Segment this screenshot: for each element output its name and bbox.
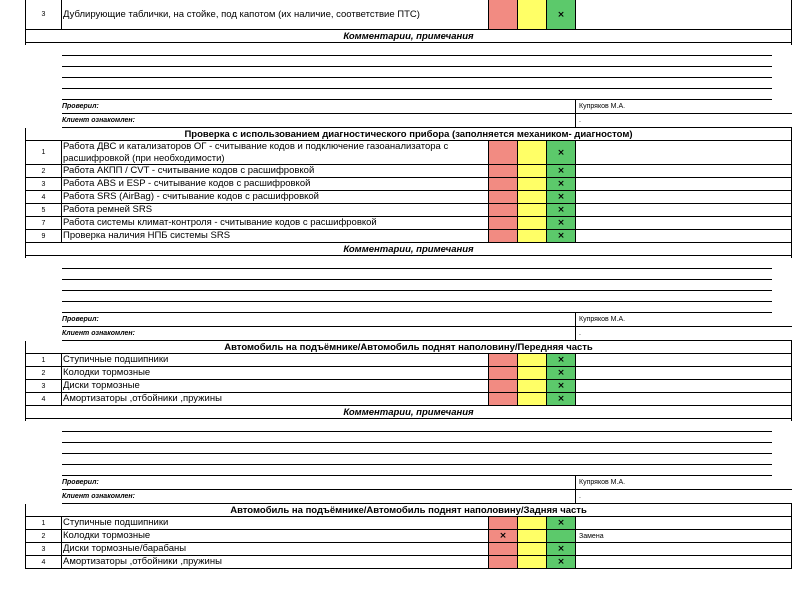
row-description: Работа ремней SRS <box>61 204 489 216</box>
row-note <box>576 556 791 568</box>
row-description: Ступичные подшипники <box>61 354 489 366</box>
check-mark-icon: × <box>557 394 565 404</box>
check-mark-icon: × <box>557 205 565 215</box>
status-cell-red[interactable] <box>489 204 518 216</box>
status-cell-red[interactable] <box>489 165 518 177</box>
checklist-row <box>25 141 792 165</box>
status-cell-yellow[interactable] <box>518 217 547 229</box>
client-acknowledged-row <box>62 114 792 128</box>
row-number: 1 <box>26 141 62 164</box>
checked-by-value: Купряков М.А. <box>575 476 792 489</box>
client-acknowledged-value: . <box>575 114 792 127</box>
checklist-row <box>25 178 792 191</box>
checklist-row <box>25 530 792 543</box>
check-mark-icon: × <box>499 531 507 541</box>
client-acknowledged-row <box>62 327 792 341</box>
row-note <box>576 191 791 203</box>
status-cell-green[interactable] <box>547 354 576 366</box>
checklist-row <box>25 165 792 178</box>
check-mark-icon: × <box>557 381 565 391</box>
status-cell-red[interactable] <box>489 530 518 542</box>
row-note <box>576 204 791 216</box>
row-description: Амортизаторы ,отбойники ,пружины <box>61 556 489 568</box>
status-cell-red[interactable] <box>489 230 518 242</box>
client-acknowledged-row <box>62 490 792 504</box>
row-note <box>576 0 791 29</box>
status-cell-yellow[interactable] <box>518 141 547 164</box>
status-cell-green[interactable] <box>547 204 576 216</box>
status-cell-green[interactable] <box>547 530 576 542</box>
checklist-row <box>25 0 792 30</box>
row-description: Амортизаторы ,отбойники ,пружины <box>61 393 489 405</box>
status-cell-yellow[interactable] <box>518 230 547 242</box>
client-acknowledged-label: Клиент ознакомлен: <box>62 493 135 500</box>
check-mark-icon: × <box>557 179 565 189</box>
row-note <box>576 354 791 366</box>
row-number: 3 <box>26 0 62 29</box>
status-cell-green[interactable] <box>547 178 576 190</box>
checked-by-value: Купряков М.А. <box>575 313 792 326</box>
status-cell-yellow[interactable] <box>518 393 547 405</box>
row-description: Работа ABS и ESP - считывание кодов с расшифровкой <box>61 178 489 190</box>
checked-by-row <box>62 313 792 327</box>
check-mark-icon: × <box>557 147 565 158</box>
check-mark-icon: × <box>557 166 565 176</box>
row-description: Работа ДВС и катализаторов ОГ - считывание кодов и подключение газоанализатора с расшифровкой (при необходимости) <box>61 141 489 164</box>
row-number: 4 <box>26 556 62 568</box>
row-number: 1 <box>26 517 62 529</box>
row-note <box>576 393 791 405</box>
status-cell-red[interactable] <box>489 217 518 229</box>
row-description: Работа SRS (AirBag) - считывание кодов с расшифровкой <box>61 191 489 203</box>
status-cell-red[interactable] <box>489 517 518 529</box>
status-cell-red[interactable] <box>489 380 518 392</box>
checklist-row <box>25 380 792 393</box>
row-description: Работа системы климат-контроля - считывание кодов с расшифровкой <box>61 217 489 229</box>
check-mark-icon: × <box>557 192 565 202</box>
check-mark-icon: × <box>557 368 565 378</box>
comment-line[interactable] <box>62 45 772 56</box>
checked-by-label: Проверил: <box>62 479 99 486</box>
comment-line[interactable] <box>62 78 772 89</box>
status-cell-yellow[interactable] <box>518 380 547 392</box>
row-number: 7 <box>26 217 62 229</box>
checked-by-row <box>62 100 792 114</box>
status-cell-green[interactable] <box>547 543 576 555</box>
row-note <box>576 230 791 242</box>
comments-header: Комментарии, примечания <box>25 406 792 419</box>
status-cell-yellow[interactable] <box>518 191 547 203</box>
checklist-row <box>25 354 792 367</box>
status-cell-green[interactable] <box>547 141 576 164</box>
row-note <box>576 543 791 555</box>
status-cell-green[interactable] <box>547 556 576 568</box>
row-number: 3 <box>26 543 62 555</box>
row-number: 3 <box>26 178 62 190</box>
comment-line[interactable] <box>62 465 772 476</box>
comment-line[interactable] <box>62 280 772 291</box>
checklist-row <box>25 556 792 569</box>
status-cell-green[interactable] <box>547 393 576 405</box>
status-cell-green[interactable] <box>547 380 576 392</box>
checked-by-value: Купряков М.А. <box>575 100 792 113</box>
comment-line[interactable] <box>62 432 772 443</box>
status-cell-yellow[interactable] <box>518 530 547 542</box>
comment-line[interactable] <box>62 89 772 100</box>
row-description: Колодки тормозные <box>61 367 489 379</box>
check-mark-icon: × <box>557 544 565 554</box>
row-note: Замена <box>579 532 604 540</box>
comment-line[interactable] <box>62 421 772 432</box>
status-cell-yellow[interactable] <box>518 0 547 29</box>
row-description: Ступичные подшипники <box>61 517 489 529</box>
row-description: Колодки тормозные <box>61 530 489 542</box>
row-note <box>576 367 791 379</box>
status-cell-yellow[interactable] <box>518 354 547 366</box>
row-number: 3 <box>26 380 62 392</box>
status-cell-red[interactable] <box>489 556 518 568</box>
check-mark-icon: × <box>557 231 565 241</box>
row-number: 1 <box>26 354 62 366</box>
checklist-row <box>25 230 792 243</box>
status-cell-green[interactable] <box>547 517 576 529</box>
row-number: 4 <box>26 191 62 203</box>
status-cell-red[interactable] <box>489 543 518 555</box>
row-description: Дублирующие таблички, на стойке, под капотом (их наличие, соответствие ПТС) <box>61 0 489 29</box>
client-acknowledged-value: . <box>575 490 792 503</box>
status-cell-red[interactable] <box>489 393 518 405</box>
checklist-row <box>25 543 792 556</box>
check-mark-icon: × <box>557 518 565 528</box>
status-cell-red[interactable] <box>489 178 518 190</box>
row-number: 2 <box>26 165 62 177</box>
checklist-row <box>25 367 792 380</box>
client-acknowledged-label: Клиент ознакомлен: <box>62 117 135 124</box>
comments-header: Комментарии, примечания <box>25 243 792 256</box>
checklist-row <box>25 393 792 406</box>
comment-line[interactable] <box>62 291 772 302</box>
section-title: Автомобиль на подъёмнике/Автомобиль поднят наполовину/Задняя часть <box>25 504 792 517</box>
row-note <box>576 217 791 229</box>
status-cell-red[interactable] <box>489 367 518 379</box>
status-cell-yellow[interactable] <box>518 517 547 529</box>
status-cell-yellow[interactable] <box>518 165 547 177</box>
row-number: 2 <box>26 367 62 379</box>
status-cell-green[interactable] <box>547 165 576 177</box>
check-mark-icon: × <box>557 557 565 567</box>
check-mark-icon: × <box>557 355 565 365</box>
checked-by-label: Проверил: <box>62 103 99 110</box>
status-cell-red[interactable] <box>489 0 518 29</box>
comment-line[interactable] <box>62 67 772 78</box>
row-description: Проверка наличия НПБ системы SRS <box>61 230 489 242</box>
checklist-row <box>25 217 792 230</box>
comments-header: Комментарии, примечания <box>25 30 792 43</box>
status-cell-red[interactable] <box>489 141 518 164</box>
status-cell-yellow[interactable] <box>518 556 547 568</box>
comment-line[interactable] <box>62 269 772 280</box>
section-title: Автомобиль на подъёмнике/Автомобиль поднят наполовину/Передняя часть <box>25 341 792 354</box>
status-cell-yellow[interactable] <box>518 367 547 379</box>
comment-line[interactable] <box>62 56 772 67</box>
row-number: 2 <box>26 530 62 542</box>
status-cell-yellow[interactable] <box>518 178 547 190</box>
row-note <box>576 380 791 392</box>
row-number: 4 <box>26 393 62 405</box>
checklist-row <box>25 191 792 204</box>
check-mark-icon: × <box>557 9 565 20</box>
row-description: Работа АКПП / CVT - считывание кодов с расшифровкой <box>61 165 489 177</box>
status-cell-red[interactable] <box>489 191 518 203</box>
status-cell-green[interactable] <box>547 230 576 242</box>
check-mark-icon: × <box>557 218 565 228</box>
row-description: Диски тормозные <box>61 380 489 392</box>
status-cell-green[interactable] <box>547 0 576 29</box>
inspection-sheet <box>25 0 792 569</box>
checklist-row <box>25 517 792 530</box>
row-note <box>576 517 791 529</box>
row-note <box>576 165 791 177</box>
section-title: Проверка с использованием диагностического прибора (заполняется механиком- диагностом) <box>25 128 792 141</box>
status-cell-green[interactable] <box>547 367 576 379</box>
checked-by-row <box>62 476 792 490</box>
comment-line[interactable] <box>62 454 772 465</box>
status-cell-green[interactable] <box>547 217 576 229</box>
comment-line[interactable] <box>62 302 772 313</box>
status-cell-yellow[interactable] <box>518 204 547 216</box>
checked-by-label: Проверил: <box>62 316 99 323</box>
client-acknowledged-label: Клиент ознакомлен: <box>62 330 135 337</box>
comment-line[interactable] <box>62 443 772 454</box>
checklist-row <box>25 204 792 217</box>
row-description: Диски тормозные/барабаны <box>61 543 489 555</box>
row-number: 5 <box>26 204 62 216</box>
status-cell-green[interactable] <box>547 191 576 203</box>
row-note <box>576 141 791 164</box>
client-acknowledged-value: . <box>575 327 792 340</box>
status-cell-yellow[interactable] <box>518 543 547 555</box>
status-cell-red[interactable] <box>489 354 518 366</box>
row-number: 9 <box>26 230 62 242</box>
comment-line[interactable] <box>62 258 772 269</box>
row-note <box>576 178 791 190</box>
